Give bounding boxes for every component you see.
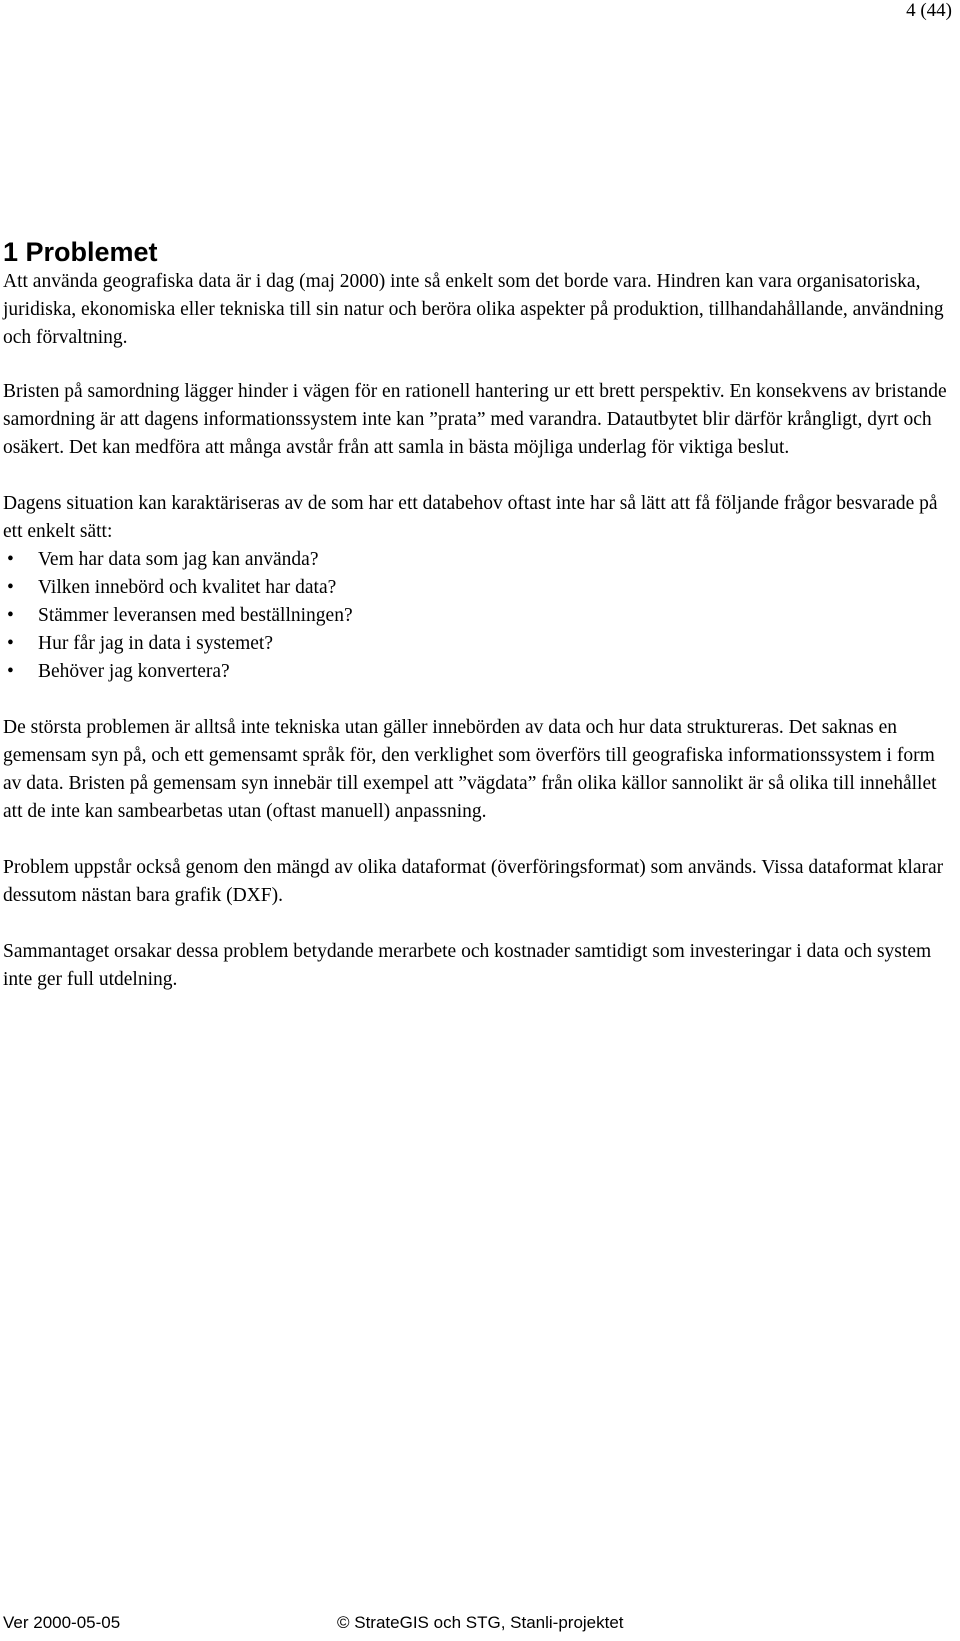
list-item-text: Behöver jag konvertera? [38, 661, 230, 682]
section-heading: 1 Problemet [3, 237, 158, 267]
summary-paragraph: Sammantaget orsakar dessa problem betydande merarbete och kostnader samtidigt som investeringar i data och system inte ger full utdelning. [3, 941, 932, 990]
footer-version: Ver 2000-05-05 [3, 1613, 121, 1632]
list-item [3, 546, 948, 574]
page-footer [0, 1612, 960, 1636]
list-item [3, 574, 948, 602]
semantics-paragraph: De största problemen är alltså inte tekniska utan gäller innebörden av data och hur data struktureras. Det saknas en gemensam syn på, och ett gemensamt språk för, den verklighet som överförs till geografiska informationssystem i form av data. Bristen på gemensam syn innebär till exempel att ”vägdata” från olika källor sannolikt är så olika till innehållet att de inte kan sambearbetas utan (oftast manuell) anpassning. [3, 717, 937, 822]
bullet-icon: • [7, 605, 14, 626]
list-item-text: Hur får jag in data i systemet? [38, 633, 273, 654]
list-item [3, 658, 948, 686]
formats-paragraph: Problem uppstår också genom den mängd av olika dataformat (överföringsformat) som används. Vissa dataformat klarar dessutom nästan bara grafik (DXF). [3, 857, 944, 906]
list-item-text: Vilken innebörd och kvalitet har data? [38, 577, 337, 598]
list-item-text: Vem har data som jag kan använda? [38, 549, 319, 570]
document-body [3, 236, 948, 1022]
bullet-icon: • [7, 549, 14, 570]
page-number: 4 (44) [906, 0, 952, 21]
situation-paragraph: Dagens situation kan karaktäriseras av de som har ett databehov oftast inte har så lätt att få följande frågor besvarade på ett enkelt sätt: [3, 493, 938, 542]
list-item [3, 630, 948, 658]
list-item [3, 602, 948, 630]
bullet-icon: • [7, 577, 14, 598]
coordination-paragraph: Bristen på samordning lägger hinder i vägen för en rationell hantering ur ett brett perspektiv. En konsekvens av bristande samordning är att dagens informationssystem inte kan ”prata” med varandra. Datautbytet blir därför krångligt, dyrt och osäkert. Det kan medföra att många avstår från att samla in bästa möjliga underlag för viktiga beslut. [3, 381, 947, 458]
footer-copyright: © StrateGIS och STG, Stanli-projektet [337, 1613, 624, 1632]
bullet-icon: • [7, 661, 14, 682]
list-item-text: Stämmer leveransen med beställningen? [38, 605, 353, 626]
question-list [3, 546, 948, 686]
intro-paragraph: Att använda geografiska data är i dag (maj 2000) inte så enkelt som det borde vara. Hindren kan vara organisatoriska, juridiska, ekonomiska eller tekniska till sin natur och beröra olika aspekter på produktion, tillhandahållande, användning och förvaltning. [3, 271, 944, 348]
bullet-icon: • [7, 633, 14, 654]
